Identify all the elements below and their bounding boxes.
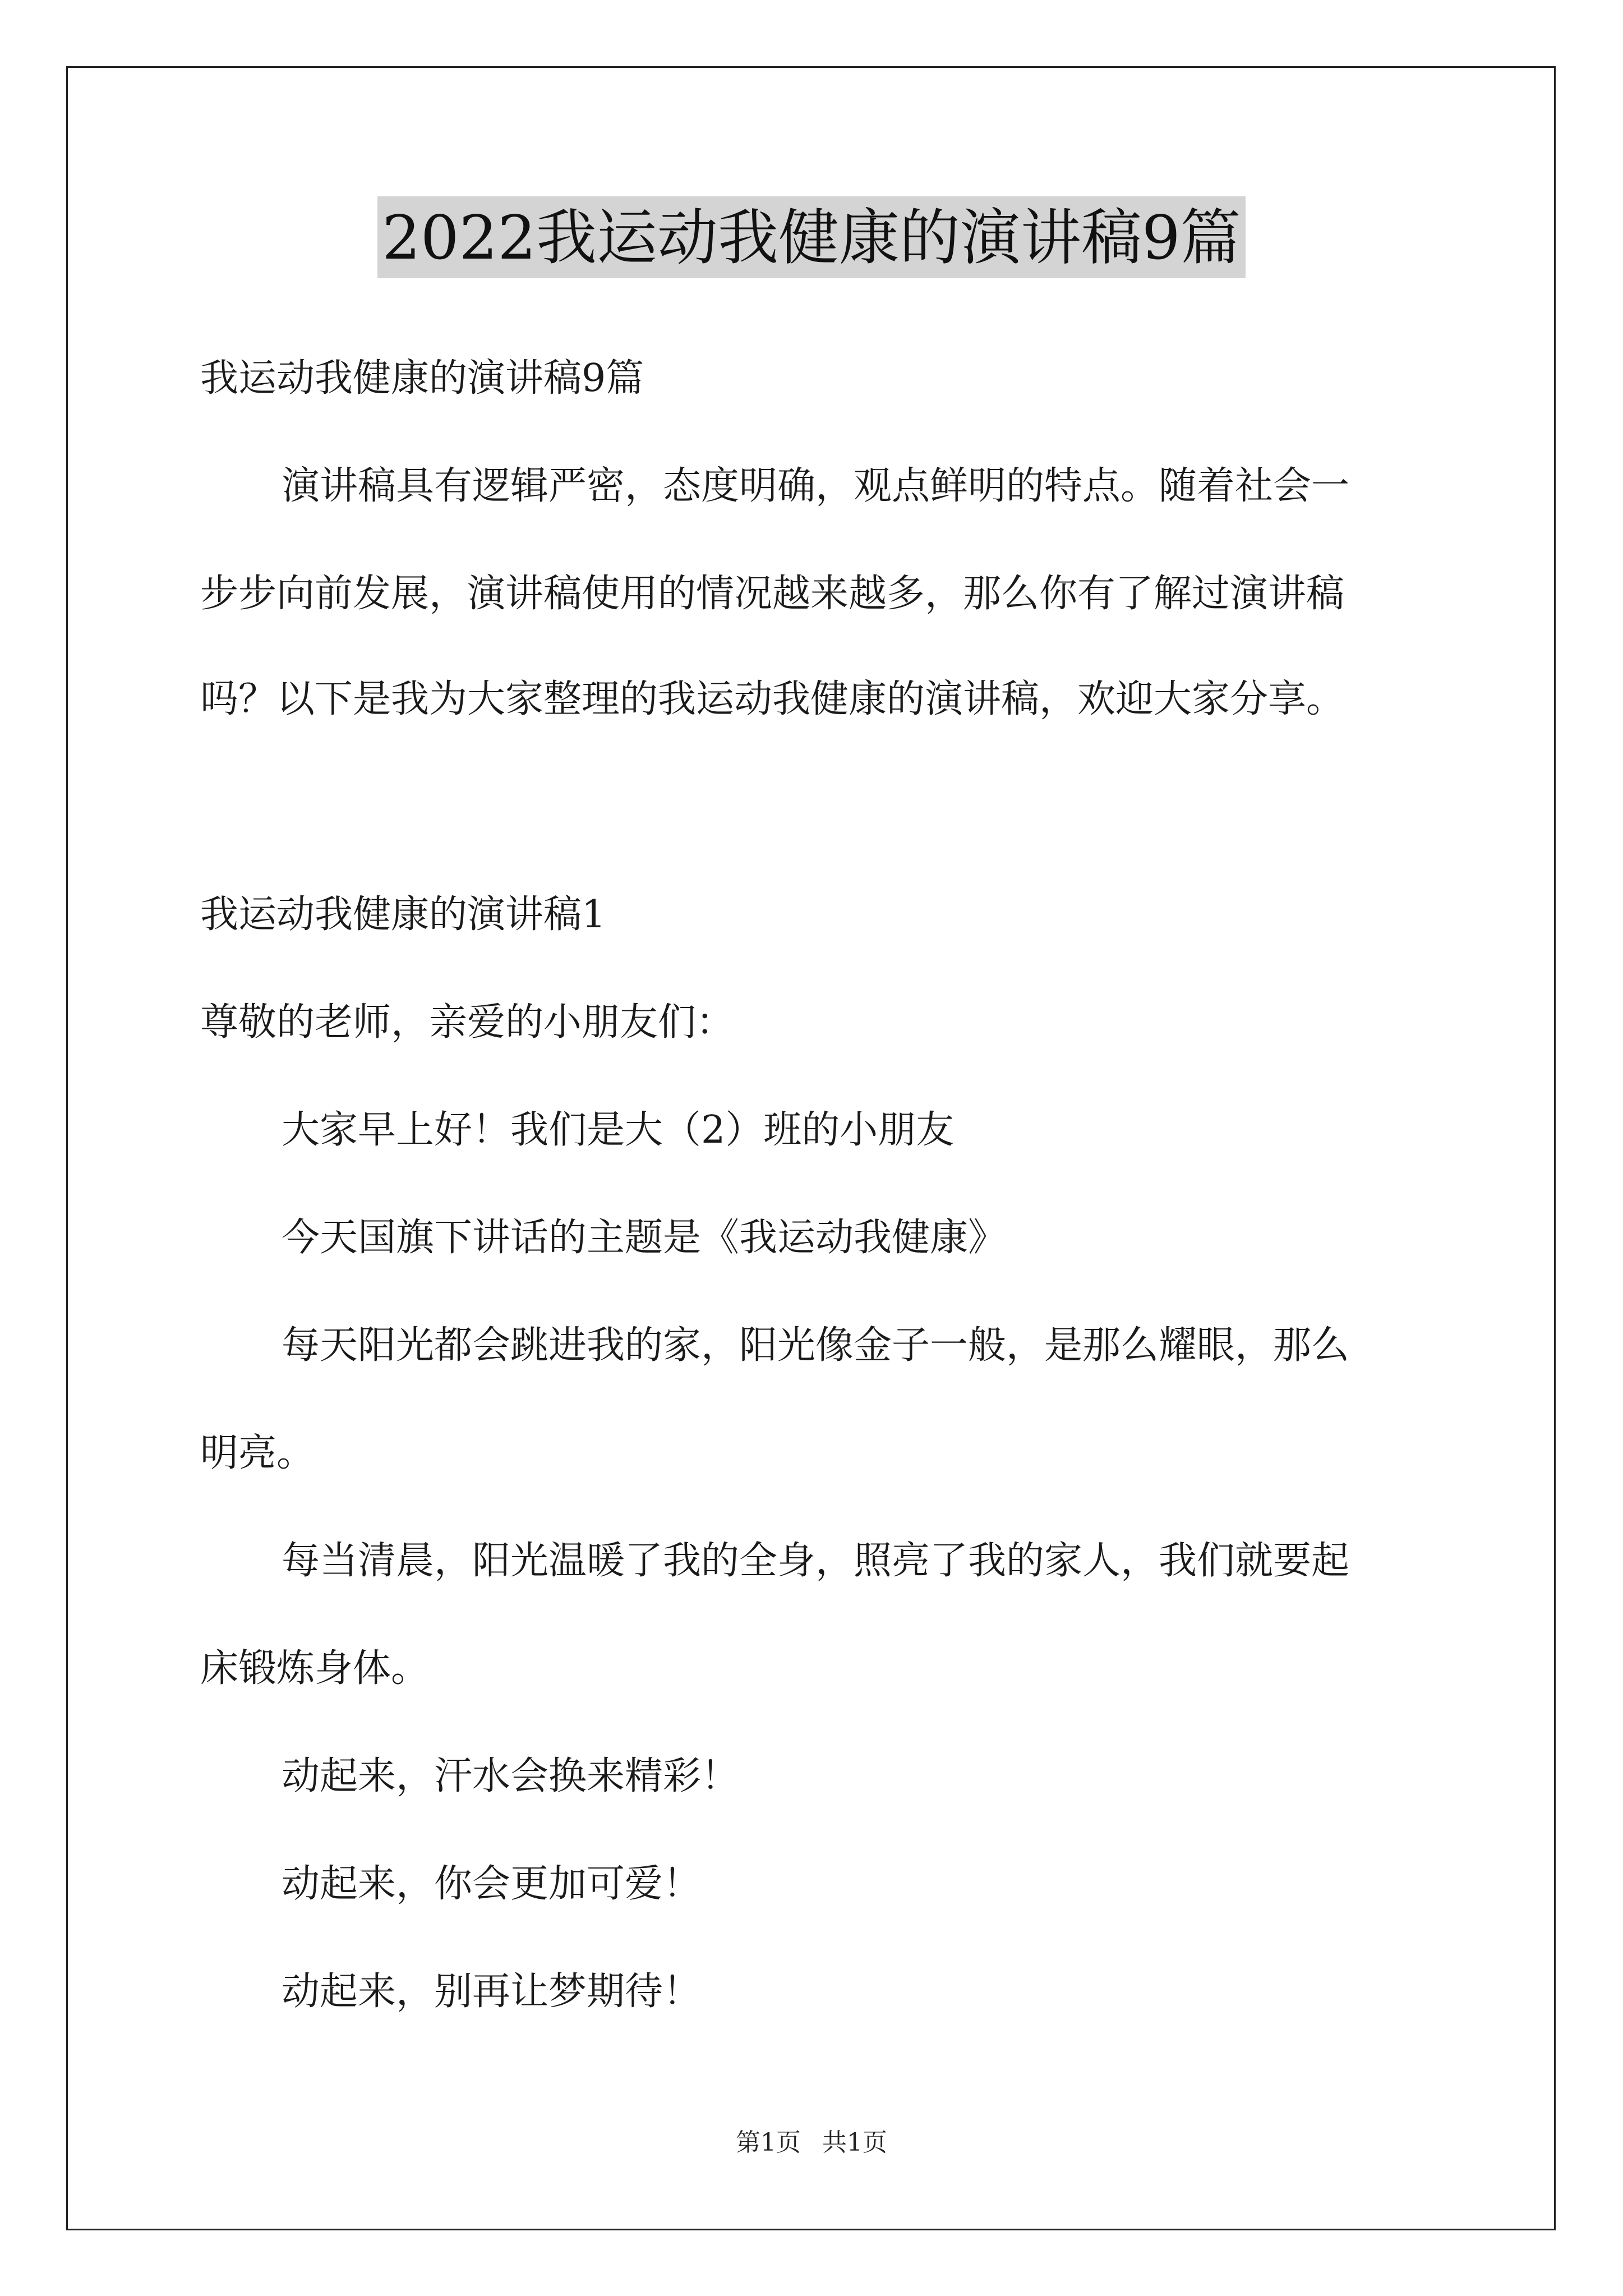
- intro-line-1: 演讲稿具有逻辑严密，态度明确，观点鲜明的特点。随着社会一: [282, 464, 1350, 508]
- page-footer: [0, 2126, 1623, 2160]
- paragraph-3-line-1: 每天阳光都会跳进我的家，阳光像金子一般，是那么耀眼，那么: [282, 1323, 1350, 1368]
- document-title: 2022我运动我健康的演讲稿9篇: [377, 196, 1246, 278]
- paragraph-6: 动起来，你会更加可爱！: [282, 1862, 702, 1906]
- section-heading: 我运动我健康的演讲稿1: [200, 892, 606, 937]
- paragraph-4-line-1: 每当清晨，阳光温暖了我的全身，照亮了我的家人，我们就要起: [282, 1539, 1350, 1583]
- greeting: 尊敬的老师，亲爱的小朋友们：: [200, 1000, 735, 1045]
- paragraph-7: 动起来，别再让梦期待！: [282, 1970, 702, 2014]
- document-subtitle: 我运动我健康的演讲稿9篇: [200, 356, 644, 401]
- paragraph-5: 动起来，汗水会换来精彩！: [282, 1754, 740, 1798]
- intro-line-2: 步步向前发展，演讲稿使用的情况越来越多，那么你有了解过演讲稿: [200, 572, 1345, 616]
- paragraph-2: 今天国旗下讲话的主题是《我运动我健康》: [282, 1216, 1007, 1260]
- paragraph-3-line-2: 明亮。: [200, 1431, 315, 1475]
- page-number: 第1页: [736, 2128, 801, 2157]
- intro-line-3: 吗？以下是我为大家整理的我运动我健康的演讲稿，欢迎大家分享。: [200, 677, 1345, 721]
- paragraph-4-line-2: 床锻炼身体。: [200, 1646, 430, 1691]
- paragraph-1: 大家早上好！我们是大（2）班的小朋友: [282, 1108, 955, 1152]
- page-total: 共1页: [822, 2128, 887, 2157]
- title-container: [0, 196, 1623, 278]
